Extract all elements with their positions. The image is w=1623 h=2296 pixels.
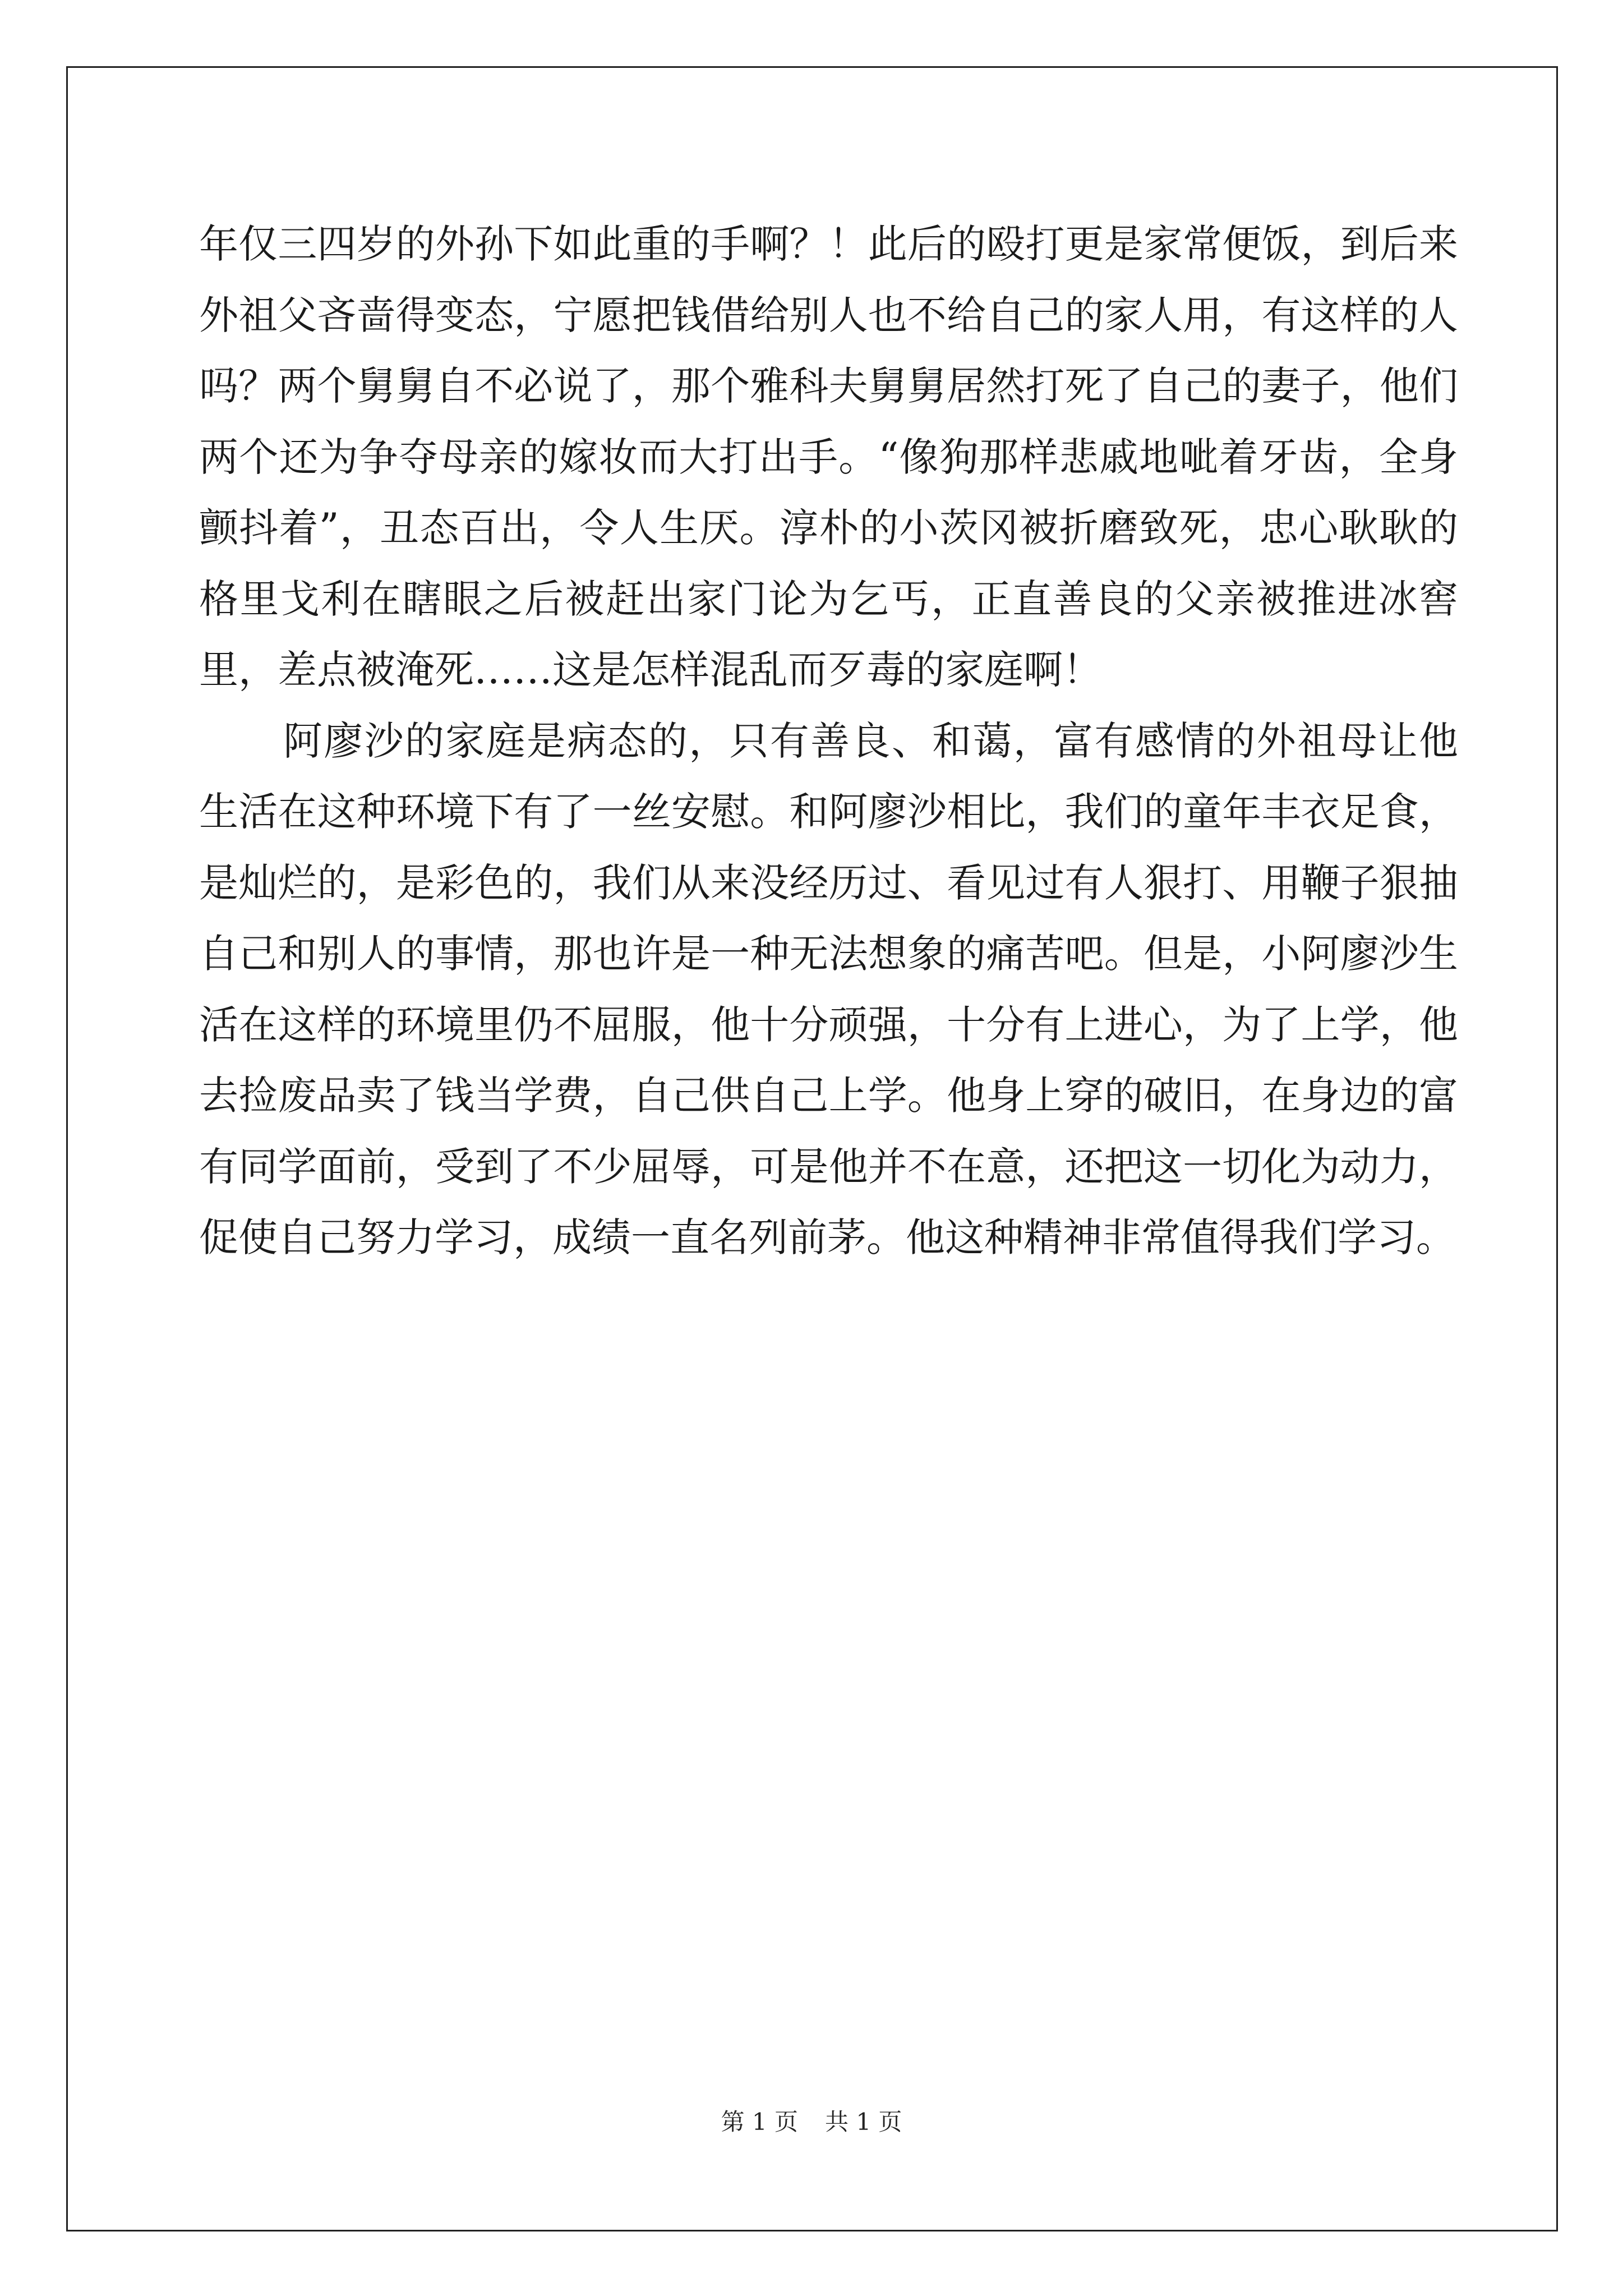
paragraph-1: 年仅三四岁的外孙下如此重的手啊？！此后的殴打更是家常便饭，到后来外祖父吝啬得变态，宁愿把钱借给别人也不给自己的家人用，有这样的人吗？两个舅舅自不必说了，那个雅科夫舅舅居然打死了自己的妻子，他们两个还为争夺母亲的嫁妆而大打出手。“像狗那样悲戚地呲着牙齿，全身颤抖着”，丑态百出，令人生厌。淳朴的小茨冈被折磨致死，忠心耿耿的格里戈利在瞎眼之后被赶出家门论为乞丐，正直善良的父亲被推进冰窖里，差点被淹死……这是怎样混乱而歹毒的家庭啊！ <box>199 221 1458 693</box>
document-body <box>199 209 1458 1273</box>
page-footer <box>0 2104 1623 2137</box>
page-number: 第 1 页 <box>721 2108 798 2136</box>
paragraph-2: 阿廖沙的家庭是病态的，只有善良、和蔼，富有感情的外祖母让他生活在这种环境下有了一丝安慰。和阿廖沙相比，我们的童年丰衣足食，是灿烂的，是彩色的，我们从来没经历过、看见过有人狠打、用鞭子狠抽自己和别人的事情，那也许是一种无法想象的痛苦吧。但是，小阿廖沙生活在这样的环境里仍不屈服，他十分顽强，十分有上进心，为了上学，他去捡废品卖了钱当学费，自己供自己上学。他身上穿的破旧，在身边的富有同学面前，受到了不少屈辱，可是他并不在意，还把这一切化为动力，促使自己努力学习，成绩一直名列前茅。他这种精神非常值得我们学习。 <box>199 717 1458 1260</box>
page-total: 共 1 页 <box>825 2108 902 2136</box>
